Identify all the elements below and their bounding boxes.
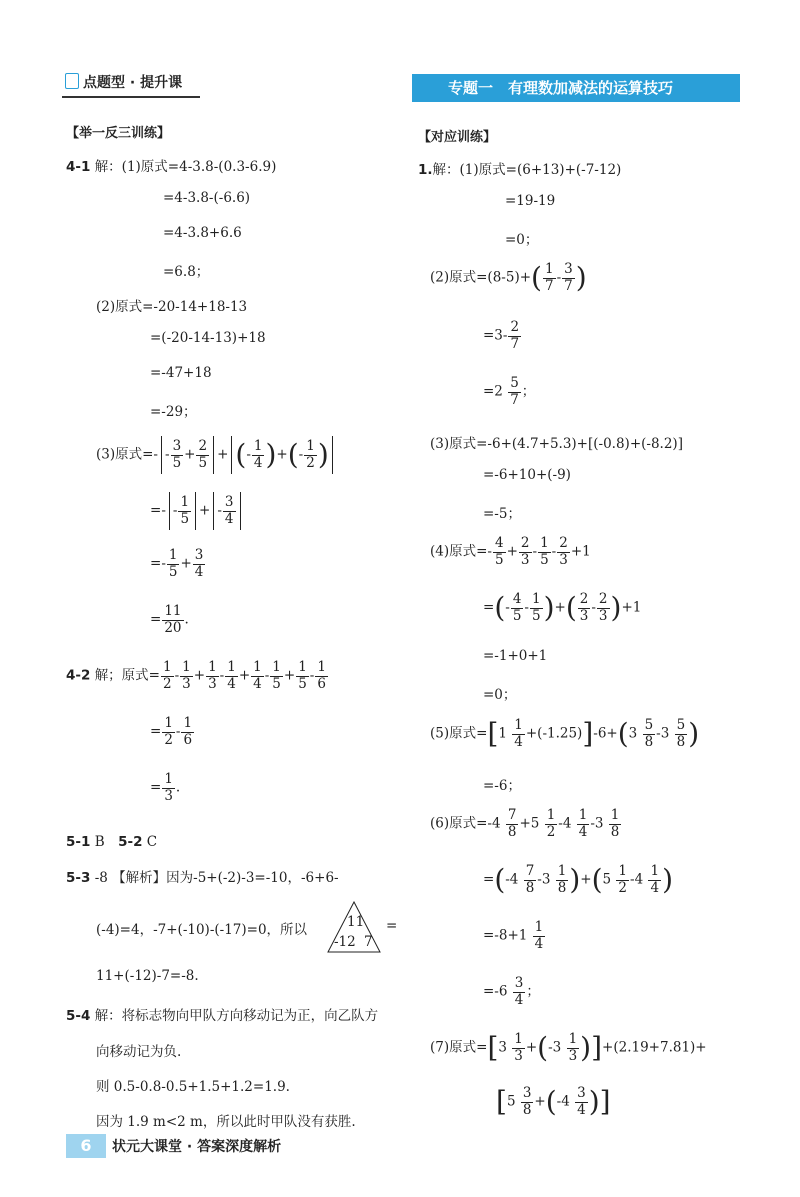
solution-line: =0； <box>483 687 517 703</box>
solution-line: (-4)=4，-7+(-10)-(-17)=0，所以 <box>96 922 308 938</box>
solution-line: =19-19 <box>505 193 556 209</box>
math-line: =2 $\frac{5}{7}$ ； <box>483 375 536 408</box>
book-icon <box>65 73 79 89</box>
triangle-right: 7 <box>364 934 373 950</box>
equals-sign: = <box>386 918 398 934</box>
solution-line: =4-3.8+6.6 <box>163 225 242 241</box>
solution-line: (2)原式=-20-14+18-13 <box>96 299 248 315</box>
solution-line: =4-3.8-(-6.6) <box>163 190 251 206</box>
math-line: =(-4 $\frac{7}{8}$ -3 $\frac{1}{8}$ )+(5 $\frac{1}{2}$ -4 $\frac{1}{4}$ ) <box>483 863 673 897</box>
math-line: (3)原式=- - $\frac{3}{5}$ + $\frac{2}{5}$ + (- $\frac{1}{4}$ )+(- $\frac{1}{2}$ ) <box>96 436 336 474</box>
triangle-top: 11 <box>347 914 365 930</box>
solution-line: =(-20-14-13)+18 <box>150 330 266 346</box>
math-line: =- $\frac{1}{5}$ + $\frac{3}{4}$ <box>150 547 204 580</box>
math-line: =-6 $\frac{3}{4}$ ； <box>483 975 540 1008</box>
right-section-title: 【对应训练】 <box>418 130 497 145</box>
problem-5-3: 5-3 -8 【解析】因为-5+(-2)-3=-10，-6+6- <box>66 870 339 886</box>
triangle-figure <box>326 900 382 958</box>
solution-line: 向移动记为负. <box>96 1044 182 1060</box>
solution-line: 则 0.5-0.8-0.5+1.5+1.2=1.9. <box>96 1079 290 1095</box>
solution-line: 11+(-12)-7=-8. <box>96 968 199 984</box>
math-line: [5 $\frac{3}{8}$ +(-4 $\frac{3}{4}$ )] <box>496 1085 611 1119</box>
topic-banner: 专题一 有理数加减法的运算技巧 <box>412 74 740 102</box>
solution-line: =-5； <box>483 506 521 522</box>
solution-line: =-29； <box>150 404 197 420</box>
solution-line: (3)原式=-6+(4.7+5.3)+[(-0.8)+(-8.2)] <box>430 436 683 452</box>
math-line: =3- $\frac{2}{7}$ <box>483 319 520 352</box>
problem-1: 1.解：(1)原式=(6+13)+(-7-12) <box>418 162 622 178</box>
left-section-title: 【举一反三训练】 <box>66 126 171 141</box>
math-line: =-8+1 $\frac{1}{4}$ <box>483 919 544 952</box>
math-line: (2)原式=(8-5)+( $\frac{1}{7}$ - $\frac{3}{7}$ ) <box>430 261 587 295</box>
math-line: = $\frac{11}{20}$ . <box>150 603 189 636</box>
math-line: (6)原式=-4 $\frac{7}{8}$ +5 $\frac{1}{2}$ -4 $\frac{1}{4}$ -3 $\frac{1}{8}$ <box>430 807 620 840</box>
problem-5-4: 5-4 解：将标志物向甲队方向移动记为正，向乙队方 <box>66 1008 379 1024</box>
math-line: (4)原式=- $\frac{4}{5}$ + $\frac{2}{3}$ - $\frac{1}{5}$ - $\frac{2}{3}$ +1 <box>430 535 591 568</box>
problem-4-2: 4-2 解；原式= $\frac{1}{2}$ - $\frac{1}{3}$ + $\frac{1}{3}$ - $\frac{1}{4}$ + $\frac{1}{4}$ - $\frac{1}{5}$ + $\frac{1}{5}$ - $\frac{1}{6}$ <box>66 659 326 692</box>
math-line: =- - $\frac{1}{5}$ + - $\frac{3}{4}$ <box>150 492 244 530</box>
solution-line: 因为 1.9 m<2 m，所以此时甲队没有获胜. <box>96 1114 356 1130</box>
solution-line: =-6+10+(-9) <box>483 467 571 483</box>
math-line: = $\frac{1}{2}$ - $\frac{1}{6}$ <box>150 715 193 748</box>
math-line: (7)原式=[3 $\frac{1}{3}$ +(-3 $\frac{1}{3}$ )]+(2.19+7.81)+ <box>430 1031 707 1065</box>
math-line: = $\frac{1}{3}$ . <box>150 771 181 804</box>
math-line: (5)原式=[1 $\frac{1}{4}$ +(-1.25)]-6+(3 $\frac{5}{8}$ -3 $\frac{5}{8}$ ) <box>430 717 700 751</box>
header-underline <box>62 96 200 98</box>
math-line: =(- $\frac{4}{5}$ - $\frac{1}{5}$ )+( $\frac{2}{3}$ - $\frac{2}{3}$ )+1 <box>483 591 642 625</box>
solution-line: =-6； <box>483 778 521 794</box>
footer-title: 状元大课堂 · 答案深度解析 <box>112 1139 282 1155</box>
solution-line: =0； <box>505 232 539 248</box>
problem-4-1: 4-1 解：(1)原式=4-3.8-(0.3-6.9) <box>66 159 277 175</box>
triangle-left: -12 <box>334 934 356 950</box>
page-number: 6 <box>66 1134 106 1158</box>
solution-line: =-1+0+1 <box>483 648 548 664</box>
header-left-title: 点题型 · 提升课 <box>65 72 182 92</box>
solution-line: =-47+18 <box>150 365 212 381</box>
solution-line: =6.8； <box>163 264 210 280</box>
problem-5-1-5-2: 5-1 B 5-2 C <box>66 834 158 850</box>
